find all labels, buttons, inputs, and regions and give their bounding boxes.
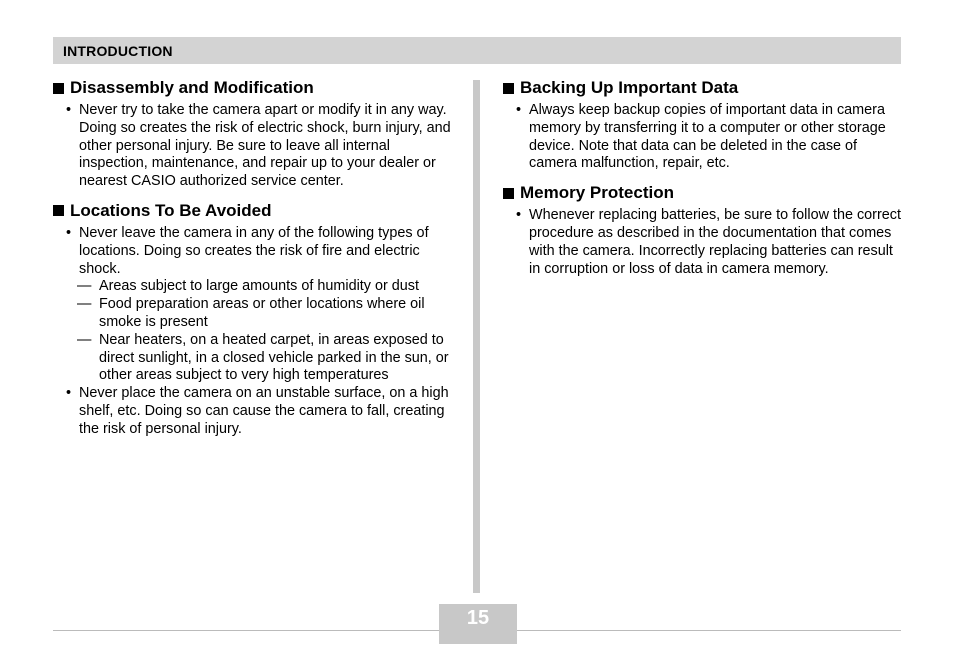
page-number: 15 [466, 607, 490, 629]
sub-list-item [53, 278, 453, 296]
section-heading [503, 77, 903, 99]
section-heading [53, 77, 453, 99]
section-memory-protection [503, 182, 903, 278]
bullet-mark: • [66, 102, 72, 118]
list-item [53, 102, 453, 191]
item-list [53, 225, 453, 439]
item-text: Never place the camera on an unstable surface, on a high shelf, etc. Doing so can cause the camera to fall, creating the risk of personal injury. [79, 385, 449, 437]
item-text: Never leave the camera in any of the following types of locations. Doing so creates the risk of fire and electric shock. [79, 224, 429, 277]
section-heading [53, 200, 453, 222]
item-text: Areas subject to large amounts of humidity or dust [99, 278, 419, 295]
bullet-mark: • [66, 224, 72, 241]
sub-list-item [53, 296, 453, 332]
item-text: Always keep backup copies of important data in camera memory by transferring it to a computer or other storage device. Note that data can be deleted in the case of camera malfunction, repair, etc. [529, 102, 886, 172]
section-backup [503, 77, 903, 173]
square-bullet-icon [503, 83, 514, 94]
heading-text: Memory Protection [520, 183, 674, 203]
square-bullet-icon [53, 83, 64, 94]
sub-list-item [53, 332, 453, 385]
heading-text: Disassembly and Modification [70, 78, 314, 97]
list-item [53, 385, 453, 438]
heading-text: Locations To Be Avoided [70, 200, 272, 220]
list-item [503, 102, 903, 173]
dash-mark: — [77, 296, 92, 313]
dash-mark: — [77, 331, 92, 348]
section-heading [503, 182, 903, 204]
item-text: Near heaters, on a heated carpet, in areas exposed to direct sunlight, in a closed vehicle parked in the sun, or other areas subject to very high temperatures [99, 331, 449, 384]
list-item [503, 207, 903, 278]
list-item [53, 225, 453, 278]
section-title: INTRODUCTION [63, 43, 173, 59]
item-list [503, 102, 903, 173]
item-text: Whenever replacing batteries, be sure to follow the correct procedure as described in the documentation that comes with the camera. Incorrectly replacing batteries can result in corruption or loss of data in camera memory. [529, 207, 901, 277]
square-bullet-icon [53, 205, 64, 216]
square-bullet-icon [503, 188, 514, 199]
section-disassembly [53, 77, 453, 191]
left-column [53, 77, 453, 439]
heading-text: Backing Up Important Data [520, 78, 739, 97]
item-list [53, 102, 453, 191]
bullet-mark: • [66, 385, 72, 402]
section-header-bar [53, 37, 901, 64]
item-list [503, 207, 903, 278]
dash-mark: — [77, 278, 92, 295]
section-locations [53, 200, 453, 439]
page-number-box [439, 604, 517, 644]
column-divider [473, 80, 480, 593]
right-column [503, 77, 903, 278]
item-text: Never try to take the camera apart or modify it in any way. Doing so creates the risk of electric shock, burn injury, and other personal injury. Be sure to leave all internal inspection, maintenance, and repair up to your dealer or nearest CASIO authorized service center. [79, 102, 451, 190]
item-text: Food preparation areas or other locations where oil smoke is present [99, 296, 425, 330]
bullet-mark: • [516, 102, 522, 118]
bullet-mark: • [516, 207, 522, 224]
